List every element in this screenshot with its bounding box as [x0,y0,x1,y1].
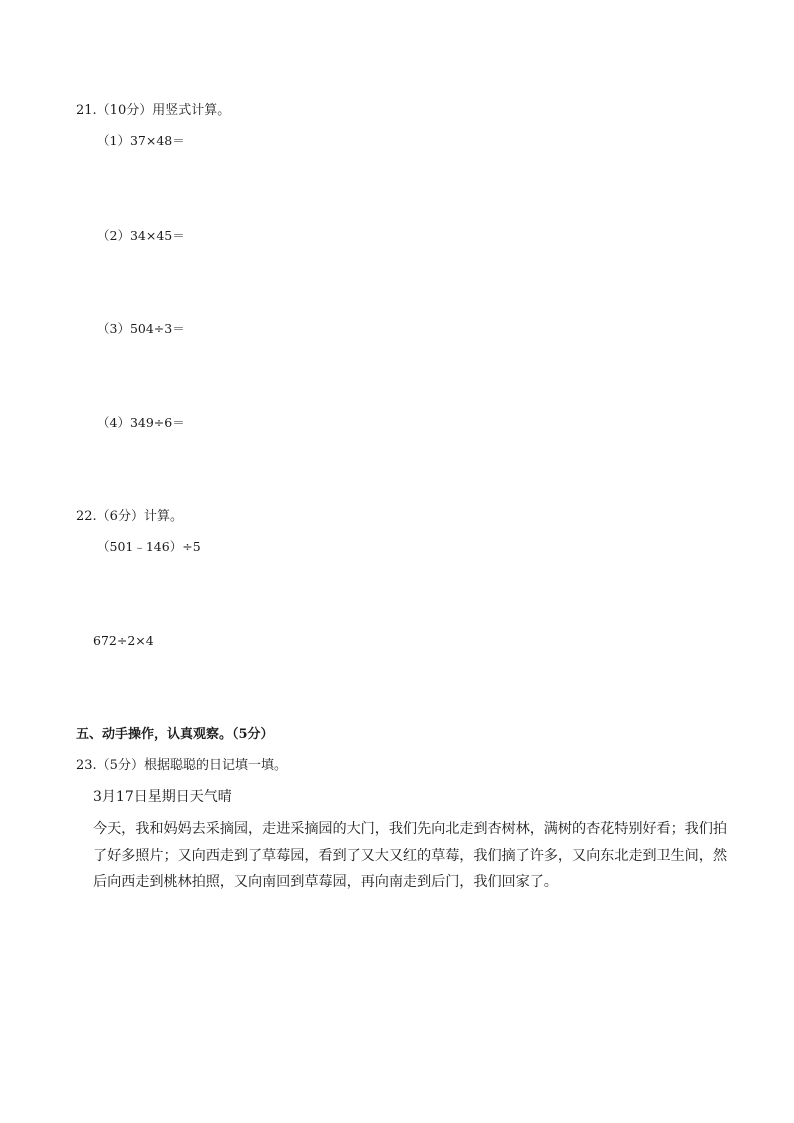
question-21-title: 21.（10分）用竖式计算。 [76,103,231,118]
section-5-heading: 五、动手操作，认真观察。（5分） [76,727,274,742]
question-22-title: 22.（6分）计算。 [76,509,183,524]
question-21-item-1: （1）37×48＝ [97,133,185,148]
question-22-item-2: 672÷2×4 [93,633,154,648]
question-21-item-4: （4）349÷6＝ [97,415,185,430]
diary-line: 后向西走到桃林拍照，又向南回到草莓园，再向南走到后门，我们回家了。 [93,874,558,890]
question-21-item-3: （3）504÷3＝ [97,321,185,336]
question-22-item-1: （501﹣146）÷5 [97,539,201,554]
diary-line: 了好多照片；又向西走到了草莓园，看到了又大又红的草莓，我们摘了许多，又向东北走到卫生间，然 [93,847,727,864]
diary-line: 今天，我和妈妈去采摘园，走进采摘园的大门，我们先向北走到杏树林，满树的杏花特别好看；我们拍 [93,821,727,837]
diary-paragraph [93,816,725,896]
question-23-title: 23.（5分）根据聪聪的日记填一填。 [76,758,287,773]
diary-date-line: 3月17日星期日天气晴 [93,789,232,805]
question-21-item-2: （2）34×45＝ [97,228,185,243]
